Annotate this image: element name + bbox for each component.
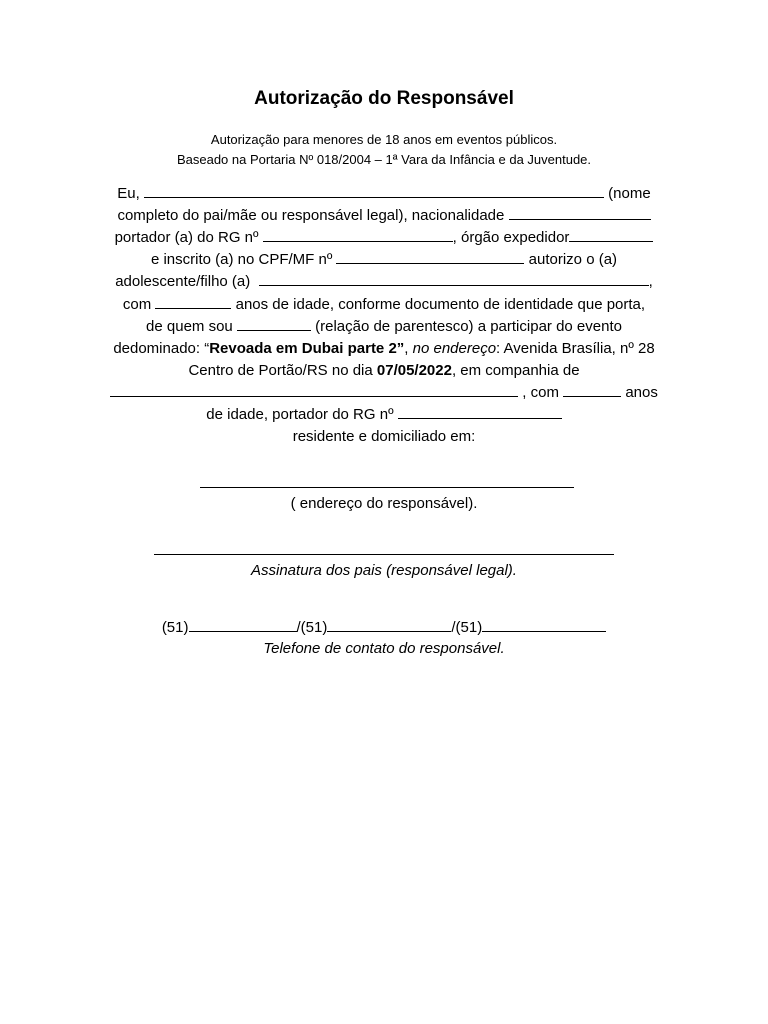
body-line-4: e inscrito (a) no CPF/MF nº autorizo o (a)	[150, 251, 618, 268]
rg-blank[interactable]	[263, 240, 453, 242]
phone-caption: Telefone de contato do responsável.	[263, 640, 505, 657]
address-caption: ( endereço do responsável).	[290, 495, 478, 512]
issuer-blank[interactable]	[569, 240, 653, 242]
age-blank[interactable]	[155, 307, 231, 309]
body-line-11: de idade, portador do RG nº	[0, 406, 768, 423]
companion-rg-blank[interactable]	[398, 417, 562, 419]
companion-age-blank[interactable]	[563, 395, 621, 397]
phone-blank-2[interactable]	[327, 630, 451, 632]
body-line-6: com anos de idade, conforme documento de identidade que porta,	[122, 296, 646, 313]
body-line-2: completo do pai/mãe ou responsável legal), nacionalidade	[0, 207, 768, 224]
phone-line: (51) /(51) /(51)	[0, 619, 768, 636]
nationality-blank[interactable]	[509, 218, 651, 220]
name-blank[interactable]	[144, 196, 604, 198]
subtitle-legal-basis: Baseado na Portaria Nº 018/2004 – 1ª Vara da Infância e da Juventude.	[176, 152, 592, 167]
signature-caption: Assinatura dos pais (responsável legal).	[251, 562, 517, 579]
minor-name-blank[interactable]	[259, 284, 649, 286]
body-line-10: , com anos	[0, 384, 768, 401]
body-line-12: residente e domiciliado em:	[292, 428, 476, 445]
signature-line[interactable]	[154, 554, 614, 555]
body-line-5: adolescente/filho (a) ,	[115, 273, 653, 290]
relationship-blank[interactable]	[237, 329, 311, 331]
body-line-3: portador (a) do RG nº , órgão expedidor	[0, 229, 768, 246]
event-date: 07/05/2022	[376, 362, 452, 379]
cpf-blank[interactable]	[336, 262, 524, 264]
subtitle-age-note: Autorização para menores de 18 anos em eventos públicos.	[210, 132, 558, 147]
event-name: Revoada em Dubai parte 2”	[209, 340, 405, 357]
companion-name-blank[interactable]	[110, 395, 518, 397]
body-line-8: dedominado: “Revoada em Dubai parte 2”, no endereço: Avenida Brasília, nº 28	[113, 340, 655, 357]
phone-blank-1[interactable]	[189, 630, 297, 632]
address-line[interactable]	[200, 487, 574, 488]
body-line-1: Eu, (nome	[117, 185, 651, 202]
body-line-7: de quem sou (relação de parentesco) a participar do evento	[146, 318, 622, 335]
phone-blank-3[interactable]	[482, 630, 606, 632]
document-title: Autorização do Responsável	[254, 88, 514, 109]
body-line-9: Centro de Portão/RS no dia 07/05/2022, em companhia de	[188, 362, 580, 379]
